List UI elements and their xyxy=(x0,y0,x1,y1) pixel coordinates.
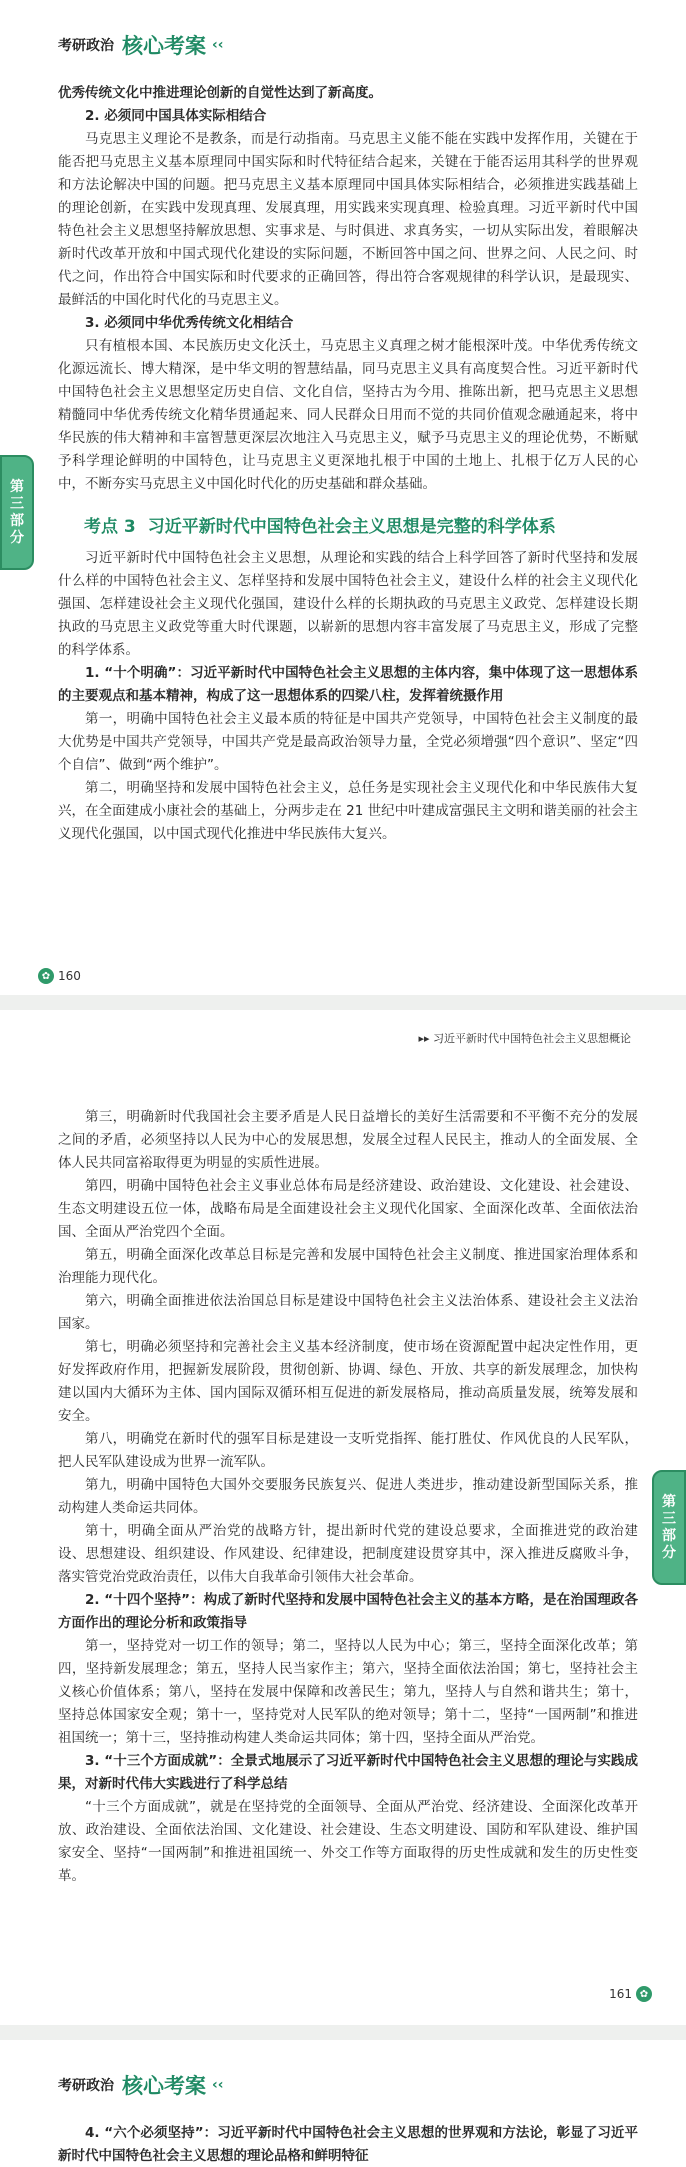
paragraph: 优秀传统文化中推进理论创新的自觉性达到了新高度。 xyxy=(58,85,382,101)
paragraph xyxy=(58,1750,638,1796)
paragraph-text: ：习近平新时代中国特色社会主义思想的世界观和方法论，彰显了习近平新时代中国特色社会主义思想的理论品格和鲜明特征 xyxy=(58,2125,639,2164)
part-three-tab-right[interactable] xyxy=(652,1470,686,1585)
paragraph: 第一，明确中国特色社会主义最本质的特征是中国共产党领导，中国特色社会主义制度的最大优势是中国共产党领导，中国共产党是最高政治领导力量，全党必须增强“四个意识”、坚定“四个自信”、做到“两个维护”。 xyxy=(58,711,638,773)
page1-paragraphs xyxy=(58,82,638,496)
paragraph: 第五，明确全面深化改革总目标是完善和发展中国特色社会主义制度、推进国家治理体系和治理能力现代化。 xyxy=(58,1247,638,1286)
paragraph-text: ：构成了新时代坚持和发展中国特色社会主义的基本方略，是在治国理政各方面作出的理论分析和政策指导 xyxy=(58,1592,638,1631)
tab-char: 部 xyxy=(10,512,24,529)
paragraph: 第三，明确新时代我国社会主要矛盾是人民日益增长的美好生活需要和不平衡不充分的发展之间的矛盾，必须坚持以人民为中心的发展思想，发展全过程人民民主，推动人的全面发展、全体人民共同富裕取得更为明显的实质性进展。 xyxy=(58,1109,638,1171)
kaodian-heading xyxy=(84,516,638,539)
part-three-tab[interactable] xyxy=(0,455,34,570)
paragraph xyxy=(58,1589,638,1635)
paragraph: “十三个方面成就”，就是在坚持党的全面领导、全面从严治党、经济建设、全面深化改革开放、政治建设、全面依法治国、文化建设、社会建设、生态文明建设、国防和军队建设、维护国家安全、坚持“一国两制”和推进祖国统一、外交工作等方面取得的历史性成就和发生的历史性变革。 xyxy=(58,1799,638,1884)
paragraph-lead: 3. “十三个方面成就” xyxy=(85,1753,218,1769)
series-label: 考研政治 xyxy=(58,2078,114,2094)
paragraph: 习近平新时代中国特色社会主义思想，从理论和实践的结合上科学回答了新时代坚持和发展什么样的中国特色社会主义、怎样坚持和发展中国特色社会主义，建设什么样的社会主义现代化强国、怎样建设社会主义现代化强国，建设什么样的长期执政的马克思主义政党、怎样建设长期执政的马克思主义政党等重大时代课题，以崭新的思想内容丰富发展了马克思主义，形成了完整的科学体系。 xyxy=(58,550,638,658)
page-number-161 xyxy=(609,1986,656,2002)
paragraph xyxy=(58,2122,638,2167)
paragraph: 第十，明确全面从严治党的战略方针，提出新时代党的建设总要求，全面推进党的政治建设、思想建设、组织建设、作风建设、纪律建设，把制度建设贯穿其中，深入推进反腐败斗争，落实管党治党政治责任，以伟大自我革命引领伟大社会革命。 xyxy=(58,1523,638,1585)
page-header xyxy=(58,30,224,60)
paragraph: 2. 必须同中国具体实际相结合 xyxy=(85,108,267,124)
paragraph: 3. 必须同中华优秀传统文化相结合 xyxy=(85,315,294,331)
page-number-text: 161 xyxy=(609,1987,632,2001)
tab-char: 三 xyxy=(10,495,24,512)
tab-char: 分 xyxy=(662,1544,676,1561)
tab-char: 第 xyxy=(662,1493,676,1510)
page-number-text: 160 xyxy=(58,969,81,983)
paragraph-lead: 2. “十四个坚持” xyxy=(85,1592,190,1608)
paragraph: 第二，明确坚持和发展中国特色社会主义，总任务是实现社会主义现代化和中华民族伟大复兴，在全面建成小康社会的基础上，分两步走在 21 世纪中叶建成富强民主文明和谐美丽的社会主义现代化强国，以中国式现代化推进中华民族伟大复兴。 xyxy=(58,780,638,842)
paragraph: 第八，明确党在新时代的强军目标是建设一支听党指挥、能打胜仗、作风优良的人民军队，把人民军队建设成为世界一流军队。 xyxy=(58,1431,638,1470)
page2-paragraphs xyxy=(58,1106,638,1888)
page2-body xyxy=(58,1106,638,1888)
tab-char: 第 xyxy=(10,478,24,495)
paragraph-lead: 4. “六个必须坚持” xyxy=(85,2125,204,2141)
brand-title: 核心考案 xyxy=(122,34,206,58)
paragraph: 马克思主义理论不是教条，而是行动指南。马克思主义能不能在实践中发挥作用，关键在于能否把马克思主义基本原理同中国实际和时代特征结合起来，关键在于能否运用其科学的世界观和方法论解决中国的问题。把马克思主义基本原理同中国具体实际相结合，必须推进实践基础上的理论创新，在实践中发现真理、发展真理，用实践来实现真理、检验真理。习近平新时代中国特色社会主义思想坚持解放思想、实事求是、与时俱进、求真务实，一切从实际出发，着眼解决新时代改革开放和中国式现代化建设的实际问题，不断回答中国之问、世界之问、人民之问、时代之问，作出符合中国实际和时代要求的正确回答，得出符合客观规律的科学认识，是最现实、最鲜活的中国化时代化的马克思主义。 xyxy=(58,131,638,308)
paragraph: 第六，明确全面推进依法治国总目标是建设中国特色社会主义法治体系、建设社会主义法治国家。 xyxy=(58,1293,638,1332)
tab-char: 三 xyxy=(662,1510,676,1527)
page3-paragraphs xyxy=(58,2122,638,2167)
book-page-160 xyxy=(0,0,686,995)
page1-paragraphs-2 xyxy=(58,547,638,846)
paragraph: 只有植根本国、本民族历史文化沃土，马克思主义真理之树才能根深叶茂。中华优秀传统文化源远流长、博大精深，是中华文明的智慧结晶，同马克思主义具有高度契合性。习近平新时代中国特色社会主义思想坚定历史自信、文化自信，坚持古为今用、推陈出新，把马克思主义思想精髓同中华优秀传统文化精华贯通起来、同人民群众日用而不觉的共同价值观念融通起来，将中华民族的伟大精神和丰富智慧更深层次地注入马克思主义，赋予马克思主义的理论优势，不断赋予科学理论鲜明的中国特色，让马克思主义更深地扎根于中国的土地上、扎根于亿万人民的心中，不断夯实马克思主义中国化时代化的历史基础和群众基础。 xyxy=(58,338,638,492)
paragraph xyxy=(58,662,638,708)
book-page-162 xyxy=(0,2040,686,2167)
kaodian-label: 考点 3 xyxy=(84,517,136,537)
paragraph: 第七，明确必须坚持和完善社会主义基本经济制度，使市场在资源配置中起决定性作用，更好发挥政府作用，把握新发展阶段，贯彻创新、协调、绿色、开放、共享的新发展理念，加快构建以国内大循环为主体、国内国际双循环相互促进的新发展格局，推动高质量发展，统筹发展和安全。 xyxy=(58,1339,638,1424)
paragraph: 第九，明确中国特色大国外交要服务民族复兴、促进人类进步，推动建设新型国际关系，推动构建人类命运共同体。 xyxy=(58,1477,638,1516)
tab-char: 部 xyxy=(662,1527,676,1544)
leaf-icon: ✿ xyxy=(636,1986,652,2002)
brand-title: 核心考案 xyxy=(122,2074,206,2098)
paragraph-lead: 1. “十个明确” xyxy=(85,665,177,681)
running-head: ▸▸ 习近平新时代中国特色社会主义思想概论 xyxy=(418,1032,631,1045)
chevron-left-icon: ‹‹ xyxy=(212,37,224,53)
kaodian-title: 习近平新时代中国特色社会主义思想是完整的科学体系 xyxy=(147,517,556,537)
chevron-left-icon: ‹‹ xyxy=(212,2077,224,2093)
page3-body xyxy=(58,2122,638,2167)
paragraph: 第四，明确中国特色社会主义事业总体布局是经济建设、政治建设、文化建设、社会建设、生态文明建设五位一体，战略布局是全面建设社会主义现代化国家、全面深化改革、全面依法治国、全面从严治党四个全面。 xyxy=(58,1178,638,1240)
leaf-icon: ✿ xyxy=(38,968,54,984)
page-header xyxy=(58,2070,224,2100)
paragraph: 第一，坚持党对一切工作的领导；第二，坚持以人民为中心；第三，坚持全面深化改革；第四，坚持新发展理念；第五，坚持人民当家作主；第六，坚持全面依法治国；第七，坚持社会主义核心价值体系；第八，坚持在发展中保障和改善民生；第九，坚持人与自然和谐共生；第十，坚持总体国家安全观；第十一，坚持党对人民军队的绝对领导；第十二，坚持“一国两制”和推进祖国统一；第十三，坚持推动构建人类命运共同体；第十四，坚持全面从严治党。 xyxy=(58,1638,638,1746)
tab-char: 分 xyxy=(10,529,24,546)
book-page-161 xyxy=(0,1010,686,2025)
page1-body xyxy=(58,82,638,846)
series-label: 考研政治 xyxy=(58,38,114,54)
page-number-160 xyxy=(34,968,81,984)
paragraph-text: ：全景式地展示了习近平新时代中国特色社会主义思想的理论与实践成果，对新时代伟大实践进行了科学总结 xyxy=(58,1753,639,1792)
paragraph-text: ：习近平新时代中国特色社会主义思想的主体内容，集中体现了这一思想体系的主要观点和基本精神，构成了这一思想体系的四梁八柱，发挥着统摄作用 xyxy=(58,665,638,704)
